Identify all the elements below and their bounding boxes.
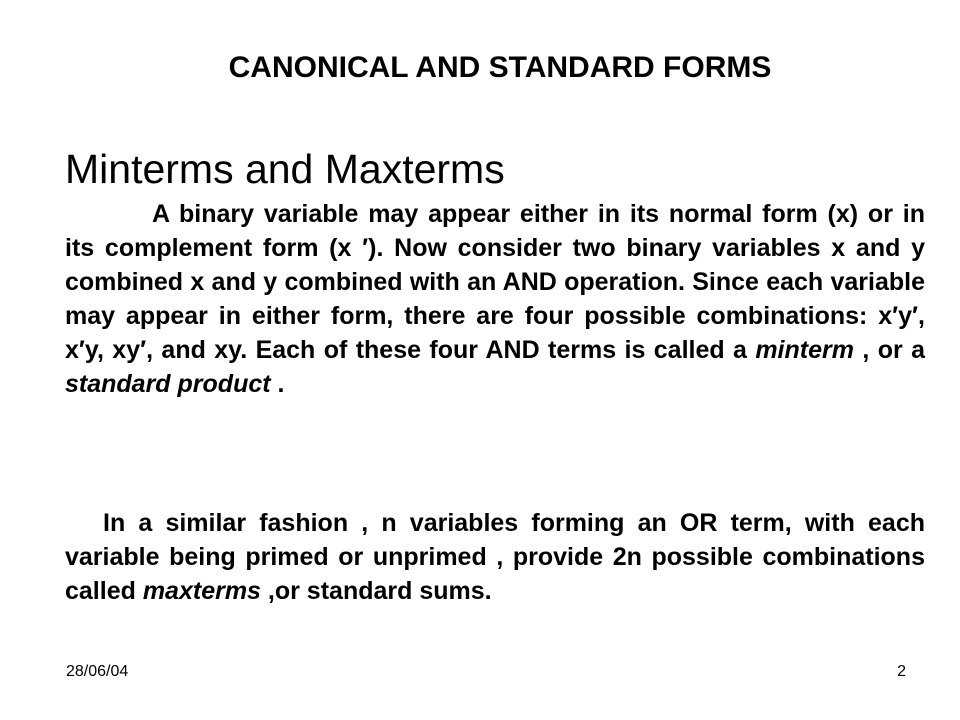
paragraph-text: A binary variable may appear either in its normal form (x) or in its complement form (x ′). Now consider two binary variables x and y combined x and y combined with an AND operation. Since each variable may appear in either form, there are four possible combinations: x′y′, x′y, xy′, and xy. Each of these four AND terms is called a — [65, 200, 925, 364]
standard-product-term: standard product — [65, 370, 271, 398]
page-number: 2 — [897, 663, 906, 680]
maxterms-term: maxterms — [142, 577, 261, 605]
minterm-term: minterm — [755, 336, 854, 364]
section-heading: Minterms and Maxterms — [65, 146, 505, 192]
footer-date: 28/06/04 — [66, 663, 129, 680]
paragraph-text: , or a — [853, 336, 926, 364]
paragraph-maxterms — [65, 506, 925, 608]
slide-title: CANONICAL AND STANDARD FORMS — [228, 51, 772, 84]
paragraph-minterms — [65, 197, 925, 401]
paragraph-text: . — [270, 370, 285, 398]
paragraph-text: ,or standard sums. — [260, 577, 492, 605]
paragraph-text: In a similar fashion , n variables forming an OR term, with each variable being primed or unprimed , provide 2n possible combinations called — [65, 509, 925, 605]
